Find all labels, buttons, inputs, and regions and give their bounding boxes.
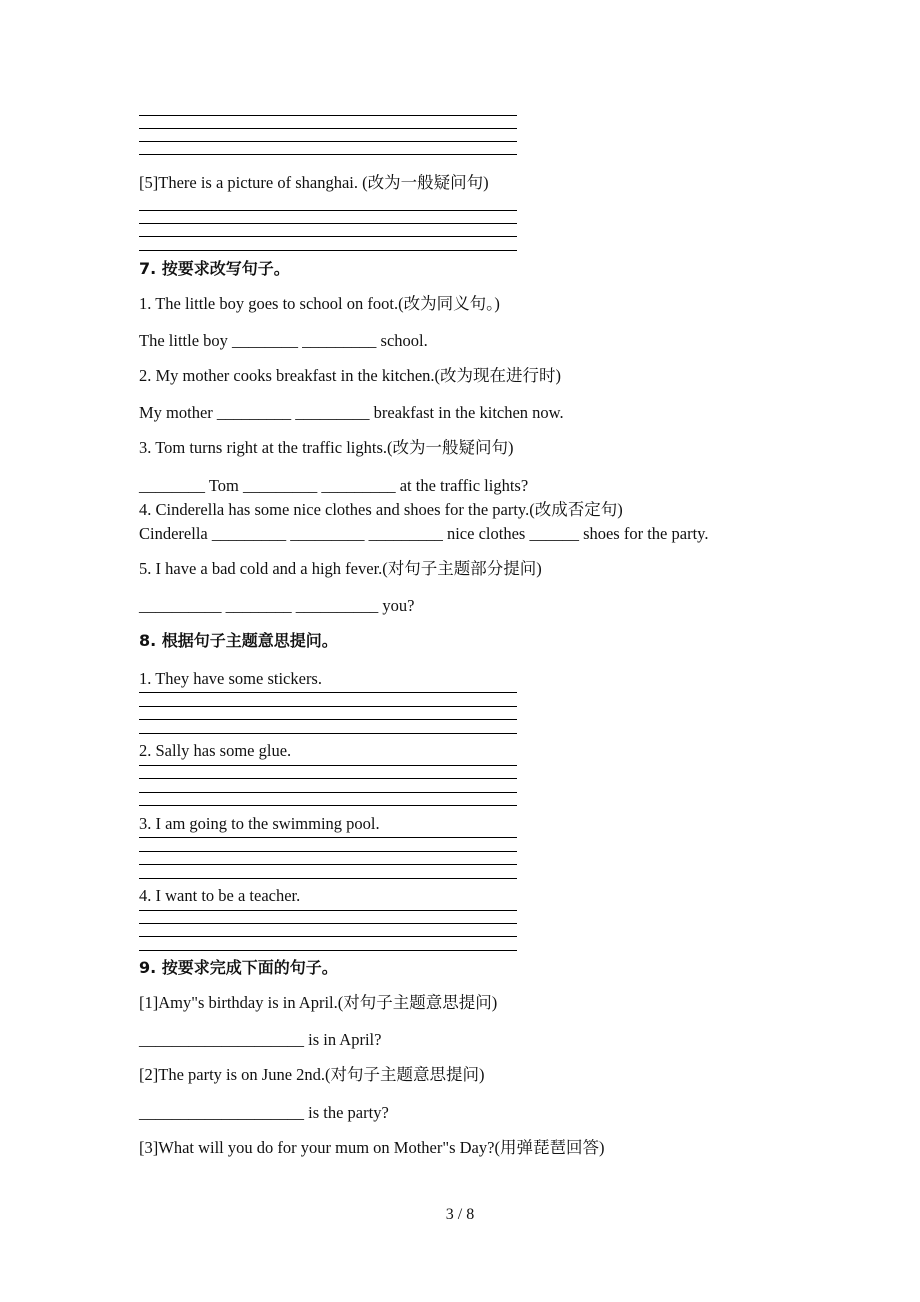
s8-question-4: 4. I want to be a teacher. (139, 886, 301, 905)
question-5: [5]There is a picture of shanghai. (改为一般疑问句) (139, 173, 489, 192)
s8-question-3: 3. I am going to the swimming pool. (139, 814, 380, 833)
answer-line (139, 950, 517, 951)
s7-answer-3: ________ Tom _________ _________ at the traffic lights? (139, 476, 529, 495)
s9-answer-2: ____________________ is the party? (139, 1103, 389, 1122)
answer-line (139, 223, 517, 224)
s8-question-2: 2. Sally has some glue. (139, 741, 292, 760)
s7-question-5: 5. I have a bad cold and a high fever.(对句子主题部分提问) (139, 559, 542, 578)
answer-line (139, 692, 517, 693)
answer-line (139, 792, 517, 793)
section-7-heading: 7. 按要求改写句子。 (139, 259, 290, 278)
s9-answer-1: ____________________ is in April? (139, 1030, 382, 1049)
s7-answer-1: The little boy ________ _________ school. (139, 331, 428, 350)
s7-question-1: 1. The little boy goes to school on foot.(改为同义句。) (139, 294, 500, 313)
answer-line (139, 733, 517, 734)
answer-line (139, 210, 517, 211)
s8-question-1: 1. They have some stickers. (139, 669, 322, 688)
section-8-heading: 8. 根据句子主题意思提问。 (139, 631, 338, 650)
answer-line (139, 805, 517, 806)
answer-line (139, 936, 517, 937)
answer-line (139, 910, 517, 911)
s7-question-4: 4. Cinderella has some nice clothes and shoes for the party.(改成否定句) (139, 500, 623, 519)
answer-line (139, 141, 517, 142)
answer-line (139, 115, 517, 116)
answer-line (139, 236, 517, 237)
answer-line (139, 864, 517, 865)
answer-line (139, 837, 517, 838)
s7-answer-2: My mother _________ _________ breakfast in the kitchen now. (139, 403, 564, 422)
answer-line (139, 128, 517, 129)
s9-question-1: [1]Amy"s birthday is in April.(对句子主题意思提问) (139, 993, 498, 1012)
answer-line (139, 765, 517, 766)
answer-line (139, 706, 517, 707)
s7-question-3: 3. Tom turns right at the traffic lights.(改为一般疑问句) (139, 438, 514, 457)
answer-line (139, 851, 517, 852)
answer-line (139, 250, 517, 251)
answer-line (139, 154, 517, 155)
section-9-heading: 9. 按要求完成下面的句子。 (139, 958, 338, 977)
s9-question-3: [3]What will you do for your mum on Mother"s Day?(用弹琵琶回答) (139, 1138, 605, 1157)
s9-question-2: [2]The party is on June 2nd.(对句子主题意思提问) (139, 1065, 485, 1084)
answer-line (139, 778, 517, 779)
page-number: 3 / 8 (445, 1206, 475, 1223)
s7-question-2: 2. My mother cooks breakfast in the kitchen.(改为现在进行时) (139, 366, 562, 385)
s7-answer-4: Cinderella _________ _________ _________ nice clothes ______ shoes for the party. (139, 524, 709, 543)
s7-answer-5: __________ ________ __________ you? (139, 596, 415, 615)
answer-line (139, 878, 517, 879)
answer-line (139, 923, 517, 924)
answer-line (139, 719, 517, 720)
